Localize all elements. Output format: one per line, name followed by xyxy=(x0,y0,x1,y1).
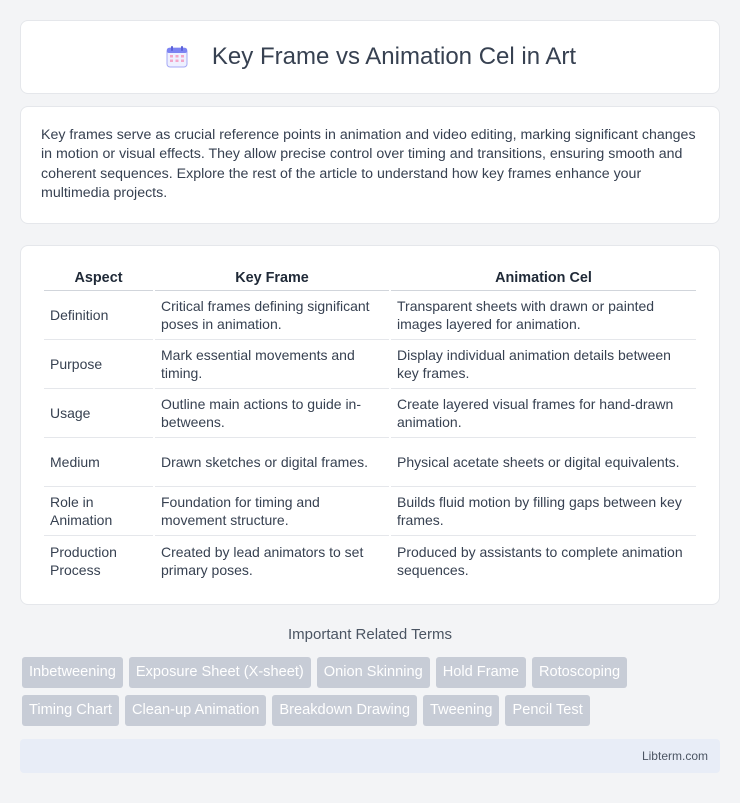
row-key-frame: Foundation for timing and movement structure. xyxy=(155,487,389,536)
header-card xyxy=(20,20,720,94)
row-aspect: Production Process xyxy=(50,543,117,578)
table-row xyxy=(44,389,696,438)
row-animation-cel: Create layered visual frames for hand-drawn animation. xyxy=(391,389,696,438)
table-header-row xyxy=(44,266,696,291)
term-tag[interactable]: Clean-up Animation xyxy=(125,695,266,726)
term-tag[interactable]: Exposure Sheet (X-sheet) xyxy=(129,657,311,688)
footer xyxy=(20,739,720,773)
term-tag[interactable]: Breakdown Drawing xyxy=(272,695,417,726)
row-animation-cel: Display individual animation details between key frames. xyxy=(391,340,696,389)
row-aspect: Definition xyxy=(44,291,153,340)
table-row xyxy=(44,340,696,389)
comparison-table-card xyxy=(20,245,720,605)
table-row xyxy=(44,536,696,585)
table-row xyxy=(44,291,696,340)
header-key-frame: Key Frame xyxy=(155,266,389,291)
row-key-frame: Drawn sketches or digital frames. xyxy=(155,438,389,487)
term-tag[interactable]: Timing Chart xyxy=(22,695,119,726)
header-aspect: Aspect xyxy=(44,266,153,291)
row-aspect: Purpose xyxy=(44,340,153,389)
comparison-table xyxy=(42,266,698,585)
row-aspect: Role in Animation xyxy=(44,487,153,536)
intro-text: Key frames serve as crucial reference points in animation and video editing, marking significant changes in motion or visual effects. They allow precise control over timing and transitions, ensuring smooth and coherent sequences. Explore the rest of the article to understand how key frames enhance your multimedia projects. xyxy=(41,127,696,201)
term-tag[interactable]: Onion Skinning xyxy=(317,657,430,688)
term-tag[interactable]: Tweening xyxy=(423,695,499,726)
term-tag[interactable]: Inbetweening xyxy=(22,657,123,688)
row-key-frame: Mark essential movements and timing. xyxy=(155,340,389,389)
row-aspect: Usage xyxy=(44,389,153,438)
term-tag[interactable]: Pencil Test xyxy=(505,695,589,726)
table-row xyxy=(44,438,696,487)
row-animation-cel: Physical acetate sheets or digital equivalents. xyxy=(391,438,696,487)
row-animation-cel: Produced by assistants to complete animation sequences. xyxy=(397,543,683,578)
row-key-frame: Outline main actions to guide in-betweens. xyxy=(155,389,389,438)
row-key-frame: Created by lead animators to set primary poses. xyxy=(161,543,364,578)
row-animation-cel: Builds fluid motion by filling gaps between key frames. xyxy=(391,487,696,536)
table-row xyxy=(44,487,696,536)
page-title: Key Frame vs Animation Cel in Art xyxy=(211,43,577,70)
row-aspect: Medium xyxy=(44,438,153,487)
header-animation-cel: Animation Cel xyxy=(391,266,696,291)
calendar-icon xyxy=(164,44,190,70)
intro-card xyxy=(20,106,720,224)
term-tag[interactable]: Hold Frame xyxy=(436,657,526,688)
term-tag[interactable]: Rotoscoping xyxy=(532,657,627,688)
related-terms-title: Important Related Terms xyxy=(288,626,452,643)
row-animation-cel: Transparent sheets with drawn or painted images layered for animation. xyxy=(391,291,696,340)
related-terms-list xyxy=(22,657,722,726)
row-key-frame: Critical frames defining significant poses in animation. xyxy=(155,291,389,340)
footer-brand-link[interactable]: Libterm.com xyxy=(641,749,708,763)
